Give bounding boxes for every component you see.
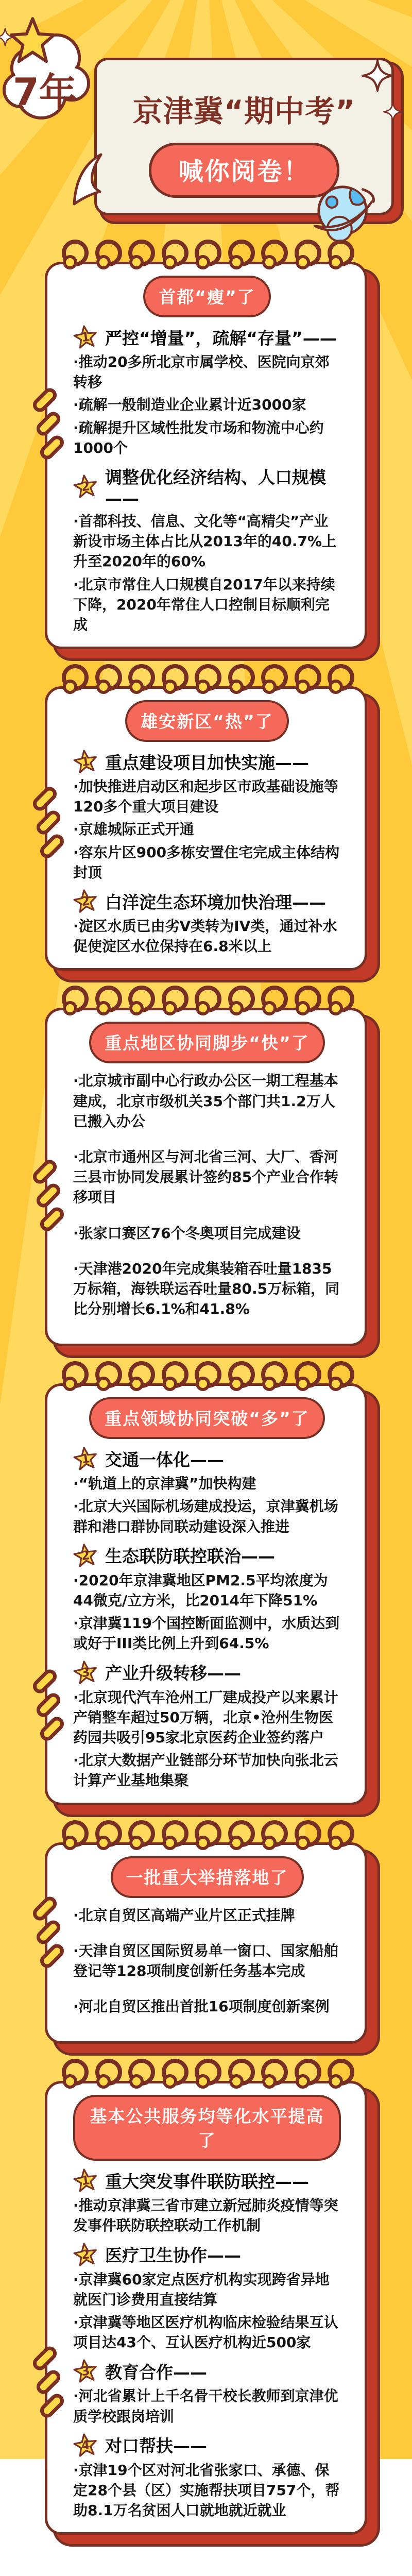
section-heading bbox=[73, 2433, 341, 2458]
notepad-card bbox=[45, 1008, 367, 1346]
ring-icon bbox=[127, 1820, 152, 1851]
ring-icon bbox=[161, 986, 185, 1016]
bullet-item: ·京雄城际正式开通 bbox=[73, 821, 194, 838]
section-heading bbox=[73, 1446, 341, 1471]
ring-icon bbox=[61, 2059, 85, 2090]
ring-icon bbox=[94, 986, 119, 1016]
card-title-pill: 首都“瘦”了 bbox=[143, 276, 270, 317]
card-title-pill: 一批重大举措落地了 bbox=[111, 1856, 304, 1898]
ring-icon bbox=[94, 1820, 119, 1851]
page-title: 京津冀“期中考” bbox=[132, 94, 356, 129]
ring-icon bbox=[127, 2059, 152, 2090]
ring-icon bbox=[294, 986, 318, 1016]
badge-years-label: 7年 bbox=[13, 71, 77, 115]
bullet-item: ·北京大数据产业链部分环节加快向张北云计算产业基地集聚 bbox=[73, 1752, 338, 1789]
bullet-item: ·容东片区900多栋安置住宅完成主体结构封顶 bbox=[73, 843, 340, 881]
section-heading bbox=[73, 889, 341, 913]
seven-years-badge bbox=[3, 14, 90, 127]
ring-icon bbox=[94, 2059, 119, 2090]
ring-icon bbox=[327, 1820, 351, 1851]
ring-icon bbox=[194, 1361, 218, 1392]
star-number-icon bbox=[72, 1445, 99, 1472]
card-title-pill: 基本公共服务均等化水平提高了 bbox=[73, 2095, 341, 2161]
section-heading-label: 重点建设项目加快实施—— bbox=[105, 752, 309, 773]
bullet-item: ·河北省累计上千名骨干校长教师到京津优质学校跟岗培训 bbox=[73, 2387, 338, 2425]
ring-icon bbox=[127, 1361, 152, 1392]
ring-icon bbox=[194, 2059, 218, 2090]
bullet-item: ·天津自贸区国际贸易单一窗口、国家船舶登记等128项制度创新任务基本完成 bbox=[73, 1942, 338, 1979]
bullet-item: ·北京现代汽车沧州工厂建成投产以来累计产销整车超过50万辆，北京•沧州生物医药园共吸引95家北京医药企业签约落户 bbox=[73, 1688, 338, 1746]
section-heading-label: 教育合作—— bbox=[105, 2362, 207, 2382]
ring-icon bbox=[61, 664, 85, 695]
ring-icon bbox=[127, 240, 152, 270]
ring-icon bbox=[227, 2059, 252, 2090]
ring-icon bbox=[260, 1361, 285, 1392]
ring-icon bbox=[327, 664, 351, 695]
section-heading-label: 对口帮扶—— bbox=[105, 2436, 207, 2456]
ring-icon bbox=[94, 240, 119, 270]
card-body bbox=[73, 749, 341, 956]
section-heading bbox=[73, 2168, 341, 2193]
bullet-item: ·河北自贸区推出首批16项制度创新案例 bbox=[73, 1998, 330, 2015]
notepad-card bbox=[45, 1383, 367, 1805]
bullet-item: ·疏解提升区域性批发市场和物流中心约1000个 bbox=[73, 419, 324, 456]
ring-icon bbox=[61, 1361, 85, 1392]
ring-icon bbox=[327, 240, 351, 270]
card-body bbox=[73, 1905, 341, 2017]
sparkle-icon bbox=[362, 60, 393, 92]
svg-text:1: 1 bbox=[80, 329, 91, 345]
ring-icon bbox=[294, 664, 318, 695]
star-number-icon bbox=[72, 1658, 99, 1686]
paperclip-icon bbox=[31, 792, 67, 869]
ring-icon bbox=[227, 1820, 252, 1851]
ring-icon bbox=[260, 986, 285, 1016]
star-number-icon bbox=[72, 2166, 99, 2194]
bullet-item: ·2020年京津冀地区PM2.5平均浓度为44微克/立方米，比2014年下降51% bbox=[73, 1571, 328, 1609]
ring-icon bbox=[227, 240, 252, 270]
star-number-icon bbox=[72, 887, 99, 915]
ring-icon bbox=[294, 1820, 318, 1851]
section-heading bbox=[73, 2242, 341, 2267]
ring-icon bbox=[260, 664, 285, 695]
spiral-rings bbox=[61, 1361, 351, 1392]
card-title-pill: 雄安新区“热”了 bbox=[125, 700, 288, 742]
ring-icon bbox=[161, 664, 185, 695]
star-number-icon bbox=[72, 2241, 99, 2268]
section-heading bbox=[73, 1543, 341, 1568]
star-number-icon bbox=[72, 323, 99, 351]
spiral-rings bbox=[61, 1820, 351, 1851]
ring-icon bbox=[194, 240, 218, 270]
bullet-item: ·“轨道上的京津冀”加快构建 bbox=[73, 1475, 256, 1493]
bullet-item: ·首都科技、信息、文化等“高精尖”产业新设市场主体占比从2013年的40.7%上升至2020年的60% bbox=[73, 512, 337, 570]
ring-icon bbox=[294, 2059, 318, 2090]
bullet-item: ·北京大兴国际机场建成投运，京津冀机场群和港口群协同联动建设深入推进 bbox=[73, 1498, 338, 1535]
svg-text:1: 1 bbox=[80, 1451, 91, 1467]
ring-icon bbox=[127, 986, 152, 1016]
section-heading bbox=[73, 1660, 341, 1685]
card-title-pill: 重点领域协同突破“多”了 bbox=[89, 1397, 324, 1439]
credit-writers bbox=[0, 2572, 412, 2576]
ring-icon bbox=[327, 1361, 351, 1392]
bullet-item: ·淀区水质已由劣V类转为IV类，通过补水促使淀区水位保持在6.8米以上 bbox=[73, 918, 337, 955]
bullet-item: ·京津冀60家定点医疗机构实现跨省异地就医门诊费用直接结算 bbox=[73, 2270, 330, 2308]
section-heading-label: 生态联防联控联治—— bbox=[105, 1546, 275, 1567]
ring-icon bbox=[61, 1820, 85, 1851]
hero-section bbox=[0, 0, 412, 233]
cards-container bbox=[0, 233, 412, 2535]
svg-text:3: 3 bbox=[80, 2363, 91, 2379]
bullet-item: ·疏解一般制造业企业累计近3000家 bbox=[73, 396, 306, 414]
ring-icon bbox=[194, 986, 218, 1016]
section-heading-label: 交通一体化—— bbox=[105, 1449, 224, 1470]
ring-icon bbox=[161, 240, 185, 270]
ring-icon bbox=[294, 1361, 318, 1392]
svg-text:2: 2 bbox=[80, 893, 91, 909]
star-number-icon bbox=[72, 748, 99, 775]
svg-text:1: 1 bbox=[80, 2173, 91, 2189]
svg-text:4: 4 bbox=[80, 2437, 91, 2453]
spiral-rings bbox=[61, 2059, 351, 2090]
bullet-item: ·北京城市副中心行政办公区一期工程基本建成，北京市级机关35个部门共1.2万人已搬入办公 bbox=[73, 1072, 338, 1130]
bullet-item: ·北京市常住人口规模自2017年以来持续下降，2020年常住人口控制目标顺利完成 bbox=[73, 575, 335, 633]
ring-icon bbox=[161, 1820, 185, 1851]
ring-icon bbox=[161, 1361, 185, 1392]
card-body bbox=[73, 2168, 341, 2520]
section-heading bbox=[73, 464, 341, 509]
section-heading-label: 调整优化经济结构、人口规模—— bbox=[105, 467, 326, 509]
credits-section bbox=[0, 2572, 412, 2576]
notepad-card bbox=[45, 686, 367, 971]
ring-icon bbox=[94, 664, 119, 695]
bullet-item: ·京津冀119个国控断面监测中，水质达到或好于III类比例上升到64.5% bbox=[73, 1615, 340, 1652]
notepad-card bbox=[45, 2081, 367, 2535]
bullet-item: ·北京自贸区高端产业片区正式挂牌 bbox=[73, 1906, 295, 1924]
spiral-rings bbox=[61, 986, 351, 1016]
bullet-item: ·推动京津冀三省市建立新冠肺炎疫情等突发事件联防联控联动工作机制 bbox=[73, 2197, 338, 2234]
section-heading-label: 医疗卫生协作—— bbox=[105, 2245, 241, 2266]
ring-icon bbox=[194, 664, 218, 695]
svg-text:2: 2 bbox=[80, 2246, 91, 2262]
bullet-item: ·加快推进启动区和起步区市政基础设施等120多个重大项目建设 bbox=[73, 778, 338, 816]
ring-icon bbox=[227, 986, 252, 1016]
card-title-pill: 重点地区协同脚步“快”了 bbox=[89, 1022, 324, 1063]
sparkle-icon bbox=[383, 102, 403, 122]
spiral-rings bbox=[61, 240, 351, 270]
star-number-icon bbox=[72, 2357, 99, 2385]
planet-icon bbox=[313, 179, 379, 241]
notepad-card bbox=[45, 1842, 367, 2044]
section-heading-label: 严控“增量”，疏解“存量”—— bbox=[105, 328, 337, 348]
ring-icon bbox=[227, 1361, 252, 1392]
cta-badge: 喊你阅卷！ bbox=[149, 143, 339, 198]
bullet-item: ·京津19个区对河北省张家口、承德、保定28个县（区）实施帮扶项目757个，帮助8.1万名贫困人口就地就近就业 bbox=[73, 2461, 340, 2519]
star-number-icon bbox=[72, 472, 99, 500]
ring-icon bbox=[327, 2059, 351, 2090]
paperclip-icon bbox=[31, 1165, 67, 1242]
ring-icon bbox=[127, 664, 152, 695]
paperclip-icon bbox=[31, 1674, 67, 1752]
bullet-item: ·京津冀等地区医疗机构临床检验结果互认项目达43个、互认医疗机构近500家 bbox=[73, 2314, 338, 2351]
bullet-item: ·推动20多所北京市属学校、医院向京郊转移 bbox=[73, 353, 330, 391]
ring-icon bbox=[227, 664, 252, 695]
svg-text:2: 2 bbox=[80, 479, 91, 495]
spiral-rings bbox=[61, 664, 351, 695]
ring-icon bbox=[294, 240, 318, 270]
svg-text:1: 1 bbox=[80, 754, 91, 770]
notepad-card bbox=[45, 262, 367, 649]
bullet-item: ·天津港2020年完成集装箱吞吐量1835万标箱，海铁联运吞吐量80.5万标箱，同比分别增长6.1%和41.8% bbox=[73, 1260, 340, 1318]
ring-icon bbox=[327, 986, 351, 1016]
card-body bbox=[73, 1071, 341, 1319]
section-heading bbox=[73, 749, 341, 774]
ring-icon bbox=[94, 1361, 119, 1392]
section-heading-label: 产业升级转移—— bbox=[105, 1663, 241, 1684]
bullet-item: ·张家口赛区76个冬奥项目完成建设 bbox=[73, 1224, 301, 1242]
paperclip-icon bbox=[31, 393, 67, 470]
ring-icon bbox=[260, 2059, 285, 2090]
ring-icon bbox=[260, 240, 285, 270]
section-heading bbox=[73, 325, 341, 349]
ring-icon bbox=[161, 2059, 185, 2090]
svg-text:3: 3 bbox=[80, 1664, 91, 1680]
section-heading-label: 白洋淀生态环境加快治理—— bbox=[105, 892, 326, 912]
star-number-icon bbox=[72, 2431, 99, 2459]
section-heading-label: 重大突发事件联防联控—— bbox=[105, 2171, 309, 2192]
ring-icon bbox=[260, 1820, 285, 1851]
ring-icon bbox=[61, 240, 85, 270]
bullet-item: ·北京市通州区与河北省三河、大厂、香河三县市协同发展累计签约85个产业合作转移项目 bbox=[73, 1148, 338, 1206]
ring-icon bbox=[61, 986, 85, 1016]
ring-icon bbox=[194, 1820, 218, 1851]
card-body bbox=[73, 1446, 341, 1790]
section-heading bbox=[73, 2359, 341, 2383]
paperclip-icon bbox=[31, 1902, 67, 1979]
swoosh-decoration bbox=[70, 154, 108, 207]
paperclip-icon bbox=[31, 2351, 67, 2429]
star-number-icon bbox=[72, 1541, 99, 1569]
svg-text:2: 2 bbox=[80, 1548, 91, 1564]
card-body bbox=[73, 325, 341, 635]
